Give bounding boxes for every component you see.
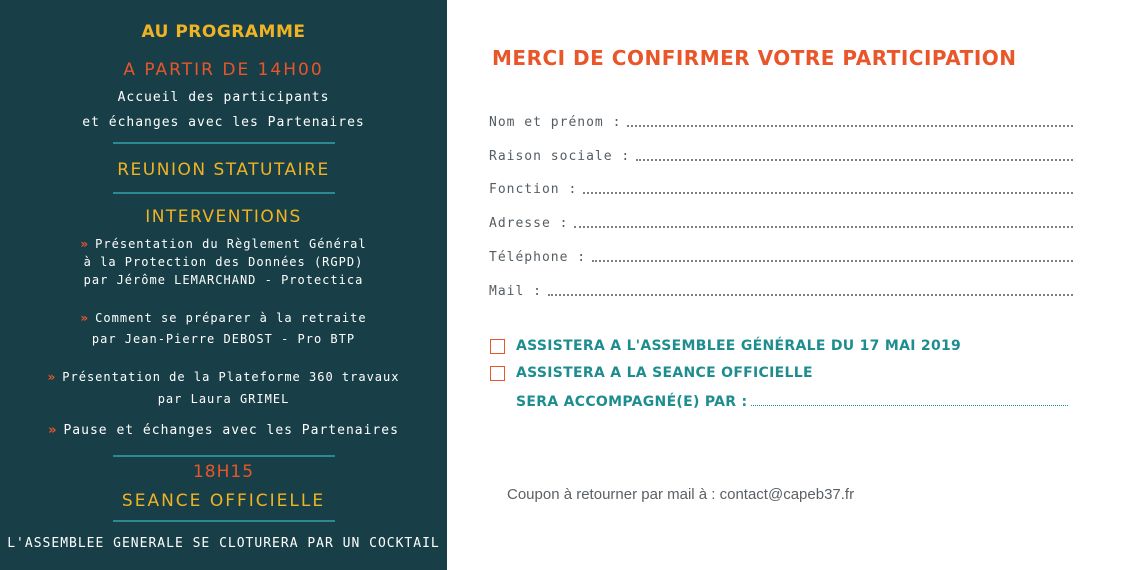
seance-attendance-option[interactable] bbox=[490, 365, 813, 381]
intervention-2-line-1: » Comment se préparer à la retraite bbox=[80, 311, 367, 325]
statutory-meeting: REUNION STATUTAIRE bbox=[117, 160, 330, 180]
chevron-right-icon: » bbox=[80, 237, 90, 251]
intervention-4-line-1: » Pause et échanges avec les Partenaires bbox=[48, 423, 399, 438]
name-field[interactable] bbox=[489, 110, 1073, 130]
fill-line[interactable] bbox=[751, 405, 1068, 406]
phone-field[interactable] bbox=[489, 245, 1073, 265]
program-title: AU PROGRAMME bbox=[141, 22, 306, 42]
coupon-instructions: Coupon à retourner par mail à : contact@capeb37.fr bbox=[507, 486, 855, 503]
company-field[interactable] bbox=[489, 144, 1073, 164]
chevron-right-icon: » bbox=[47, 370, 57, 384]
fill-line[interactable] bbox=[548, 293, 1073, 296]
seance-attendance-label: ASSISTERA A LA SEANCE OFFICIELLE bbox=[516, 365, 813, 381]
form-title: MERCI DE CONFIRMER VOTRE PARTICIPATION bbox=[492, 46, 1017, 70]
field-label: Fonction : bbox=[489, 182, 578, 197]
fill-line[interactable] bbox=[636, 158, 1073, 161]
chevron-right-icon: » bbox=[48, 423, 58, 438]
divider bbox=[113, 142, 335, 144]
function-field[interactable] bbox=[489, 177, 1073, 197]
interventions-heading: INTERVENTIONS bbox=[145, 207, 302, 227]
field-label: Mail : bbox=[489, 284, 542, 299]
ag-attendance-option[interactable] bbox=[490, 338, 961, 354]
accompanied-field[interactable] bbox=[516, 394, 1068, 410]
email-field[interactable] bbox=[489, 279, 1073, 299]
program-panel bbox=[0, 0, 447, 570]
field-label: Raison sociale : bbox=[489, 149, 631, 164]
fill-line[interactable] bbox=[627, 124, 1073, 127]
welcome-line-2: et échanges avec les Partenaires bbox=[82, 115, 365, 130]
fill-line[interactable] bbox=[583, 191, 1073, 194]
fill-line[interactable] bbox=[574, 225, 1073, 228]
welcome-line-1: Accueil des participants bbox=[117, 90, 330, 105]
ag-checkbox[interactable] bbox=[490, 339, 505, 354]
start-time: A PARTIR DE 14H00 bbox=[123, 60, 324, 80]
intervention-1-line-3: par Jérôme LEMARCHAND - Protectica bbox=[83, 273, 364, 287]
divider bbox=[113, 520, 335, 522]
chevron-right-icon: » bbox=[80, 311, 90, 325]
official-time: 18H15 bbox=[192, 462, 255, 482]
divider bbox=[113, 192, 335, 194]
address-field[interactable] bbox=[489, 211, 1073, 231]
intervention-3-line-2: par Laura GRIMEL bbox=[157, 392, 290, 406]
intervention-2-line-2: par Jean-Pierre DEBOST - Pro BTP bbox=[91, 332, 356, 346]
closing-note: L'ASSEMBLEE GENERALE SE CLOTURERA PAR UN COCKTAIL bbox=[7, 536, 440, 551]
intervention-1-line-1: » Présentation du Règlement Général bbox=[80, 237, 367, 251]
field-label: Adresse : bbox=[489, 216, 569, 231]
ag-attendance-label: ASSISTERA A L'ASSEMBLEE GÉNÉRALE DU 17 MAI 2019 bbox=[516, 338, 962, 354]
fill-line[interactable] bbox=[592, 259, 1073, 262]
field-label: Téléphone : bbox=[489, 250, 587, 265]
official-session: SEANCE OFFICIELLE bbox=[121, 491, 326, 511]
intervention-1-line-2: à la Protection des Données (RGPD) bbox=[83, 255, 364, 269]
field-label: Nom et prénom : bbox=[489, 115, 622, 130]
intervention-3-line-1: » Présentation de la Plateforme 360 travaux bbox=[47, 370, 400, 384]
divider bbox=[113, 455, 335, 457]
seance-checkbox[interactable] bbox=[490, 366, 505, 381]
accompanied-label: SERA ACCOMPAGNÉ(E) PAR : bbox=[516, 394, 748, 410]
